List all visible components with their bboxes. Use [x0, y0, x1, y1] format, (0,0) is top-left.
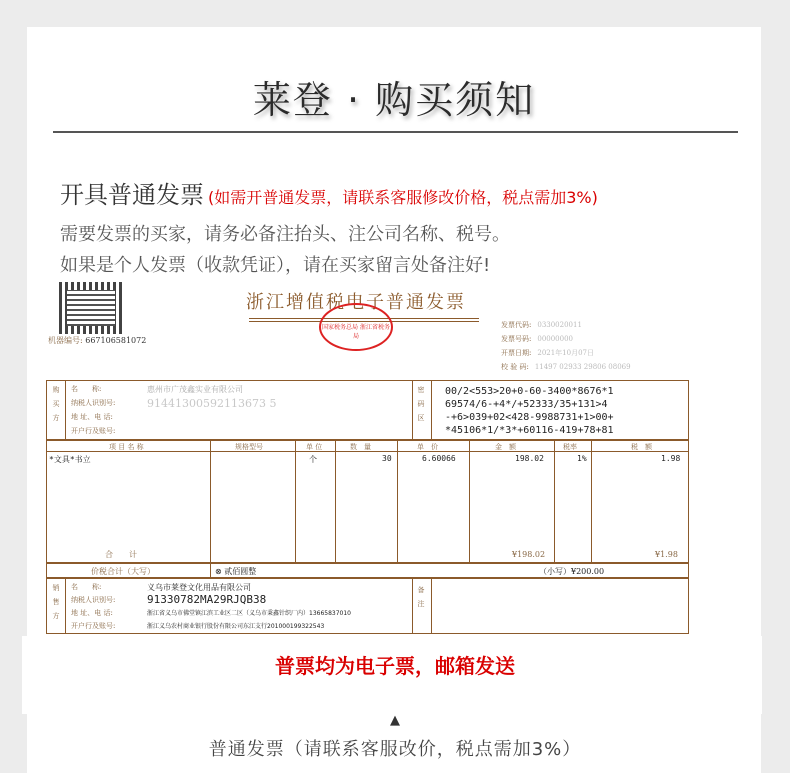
arrow-up-icon: ▲ [390, 713, 400, 728]
qr-code-icon [59, 282, 123, 334]
section-heading-text: 开具普通发票 [60, 181, 204, 209]
invoice-number: 发票号码: 00000000 [501, 335, 573, 343]
tax-stamp: 国家税务总局 浙江省税务局 [319, 303, 393, 351]
e-invoice-note: 普票均为电子票，邮箱发送 [275, 654, 515, 678]
item-rate: 1% [577, 454, 587, 463]
col-unit: 单 位 [306, 443, 323, 451]
item-qty: 30 [382, 454, 392, 463]
buyer-block [46, 380, 689, 440]
buyer-taxid: 91441300592113673 5 [147, 397, 277, 410]
item-price: 6.60066 [422, 454, 456, 463]
item-amount: 198.02 [515, 454, 544, 463]
remark-side-label: 备注 [417, 586, 425, 608]
col-qty: 数 量 [350, 443, 371, 451]
invoice-caption: 普通发票（请联系客服改价，税点需加3%） [208, 739, 582, 760]
check-code: 校 验 码: 11497 02933 29806 08069 [501, 363, 631, 371]
sum-small: （小写）¥200.00 [539, 567, 605, 576]
col-spec: 规格型号 [235, 443, 263, 451]
sum-words: ⊗ 贰佰圆整 [215, 567, 257, 576]
seller-name: 义乌市莱登文化用品有限公司 [147, 583, 251, 592]
seller-address: 浙江省义乌市佛堂镇江滨工业区二区（义乌市秉鑫针织厂内）13665837010 [147, 610, 351, 617]
invoice-date: 开票日期: 2021年10月07日 [501, 349, 594, 357]
page-title: 莱登 · 购买须知 [252, 78, 536, 122]
total-amount: ¥198.02 [512, 550, 546, 559]
invoice-title: 浙江增值税电子普通发票 [246, 292, 466, 313]
buyer-addr-label: 地 址、电 话: [71, 413, 113, 421]
buyer-side-label: 购买方 [52, 386, 60, 422]
item-name: *文具*书立 [49, 455, 91, 464]
invoice-code: 发票代码: 0330020011 [501, 321, 582, 329]
instruction-line-1: 需要发票的买家，请务必备注抬头、注公司名称、税号。 [60, 224, 510, 245]
title-divider [53, 131, 738, 133]
buyer-name-label: 名 称: [71, 385, 102, 393]
col-amount: 金 额 [495, 443, 516, 451]
sum-label: 价税合计（大写） [91, 567, 155, 576]
col-rate: 税率 [563, 443, 577, 451]
buyer-taxid-label: 纳税人识别号: [71, 399, 116, 407]
seller-taxid-label: 纳税人识别号: [71, 596, 116, 604]
instruction-line-2: 如果是个人发票（收款凭证），请在买家留言处备注好! [60, 255, 491, 276]
section-heading [60, 175, 598, 210]
seller-name-label: 名 称: [71, 583, 102, 591]
items-table [46, 440, 689, 563]
cipher-area: 00/2<553>20+0-60-3400*8676*1 69574/6-+4*/+52333/35+131>4 -+6>039+02<428-9988731+1>00+ *45106*1/*3*+60116-419+78+81 [445, 386, 614, 436]
seller-addr-label: 地 址、电 话: [71, 609, 113, 617]
cipher-side-label: 密码区 [417, 386, 425, 422]
seller-side-label: 销售方 [52, 584, 60, 620]
seller-taxid: 91330782MA29RJQB38 [147, 593, 267, 606]
col-tax: 税 额 [631, 443, 652, 451]
total-tax: ¥1.98 [655, 550, 678, 559]
buyer-bank-label: 开户行及账号: [71, 427, 116, 435]
col-name: 项 目 名 称 [109, 443, 144, 451]
seller-block [46, 578, 689, 634]
buyer-name: 惠州市广茂鑫实业有限公司 [147, 385, 243, 394]
invoice-sample [46, 276, 689, 636]
seller-bank: 浙江义乌农村商业银行股份有限公司东江支行201000199322543 [147, 623, 325, 630]
item-tax: 1.98 [661, 454, 681, 463]
section-heading-note: (如需开普通发票，请联系客服修改价格，税点需加3%) [208, 188, 598, 207]
sum-row [46, 563, 689, 578]
item-unit: 个 [309, 455, 317, 464]
seller-bank-label: 开户行及账号: [71, 622, 116, 630]
col-price: 单 价 [417, 443, 438, 451]
total-label: 合 计 [105, 550, 137, 559]
machine-number: 机器编号: 667106581072 [48, 336, 147, 345]
